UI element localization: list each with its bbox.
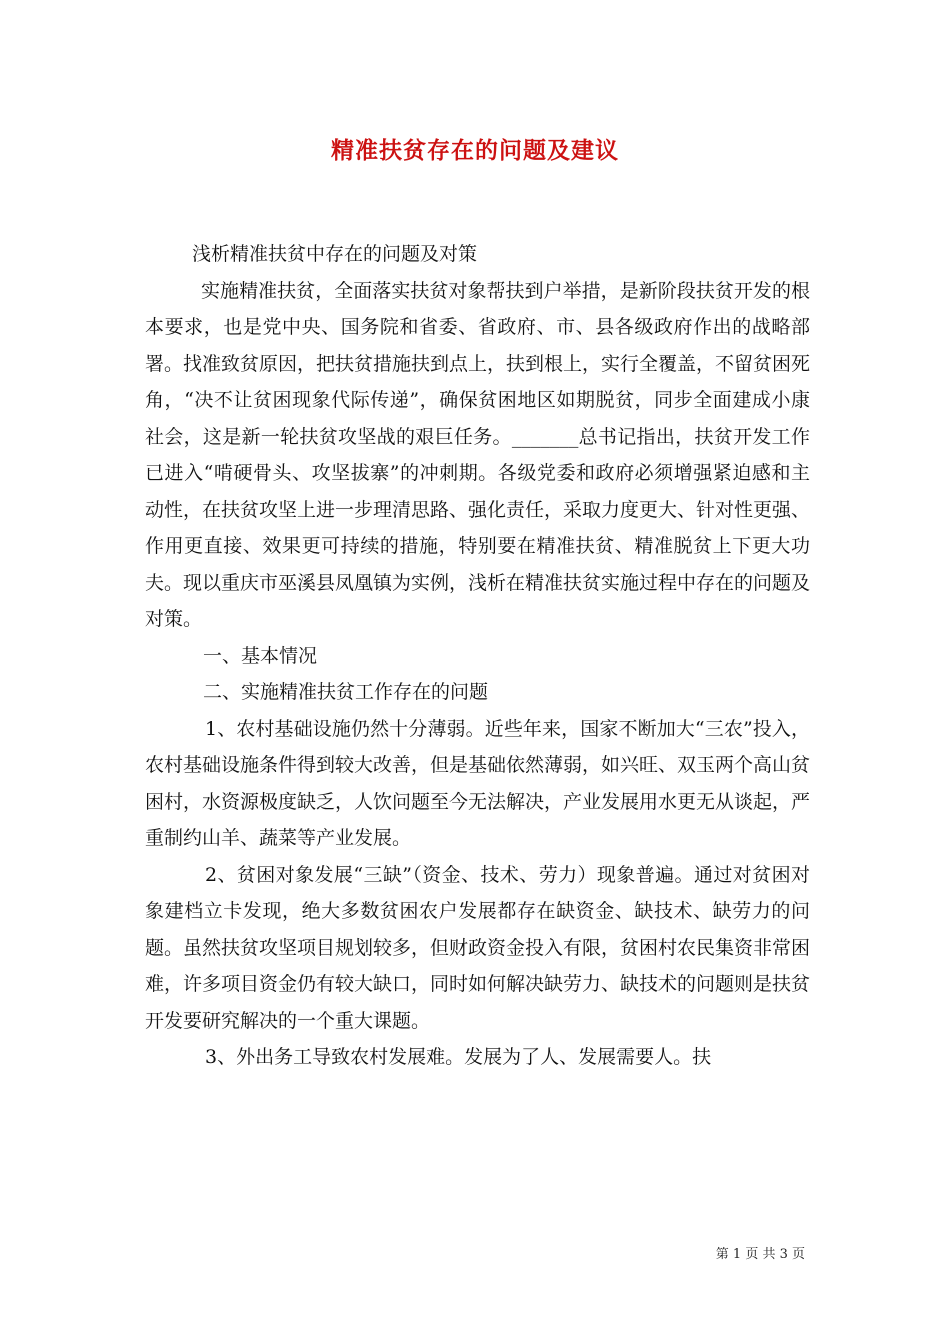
paragraph-problem-1: 1、农村基础设施仍然十分薄弱。近些年来，国家不断加大“三农”投入，农村基础设施条件得到较大改善，但是基础依然薄弱，如兴旺、双玉两个高山贫困村，水资源极度缺乏，人饮问题至今无法解决，产业发展用水更无从谈起，严重制约山羊、蔬菜等产业发展。	[145, 717, 811, 849]
paragraph-problem-2: 2、贫困对象发展“三缺”（资金、技术、劳力）现象普遍。通过对贫困对象建档立卡发现，绝大多数贫困农户发展都存在缺资金、缺技术、缺劳力的问题。虽然扶贫攻坚项目规划较多，但财政资金投入有限，贫困村农民集资非常困难，许多项目资金仍有较大缺口，同时如何解决缺劳力、缺技术的问题则是扶贫开发要研究解决的一个重大课题。	[145, 863, 811, 1032]
document-body	[145, 236, 810, 1076]
page-number: 第 1 页 共 3 页	[715, 1247, 805, 1262]
document-subtitle: 浅析精准扶贫中存在的问题及对策	[192, 243, 478, 265]
paragraph-intro: 实施精准扶贫，全面落实扶贫对象帮扶到户举措，是新阶段扶贫开发的根本要求，也是党中央、国务院和省委、省政府、市、县各级政府作出的战略部署。找准致贫原因，把扶贫措施扶到点上，扶到根上，实行全覆盖，不留贫困死角，“决不让贫困现象代际传递”，确保贫困地区如期脱贫，同步全面建成小康社会，这是新一轮扶贫攻坚战的艰巨任务。_______总书记指出，扶贫开发工作已进入“啃硬骨头、攻坚拔寨”的冲刺期。各级党委和政府必须增强紧迫感和主动性，在扶贫攻坚上进一步理清思路、强化责任，采取力度更大、针对性更强、作用更直接、效果更可持续的措施，特别要在精准扶贫、精准脱贫上下更大功夫。现以重庆市巫溪县凤凰镇为实例，浅析在精准扶贫实施过程中存在的问题及对策。	[145, 279, 811, 630]
section-heading-problems: 二、实施精准扶贫工作存在的问题	[203, 681, 489, 703]
section-heading-basic: 一、基本情况	[203, 644, 318, 667]
document-title: 精准扶贫存在的问题及建议	[331, 137, 619, 164]
paragraph-problem-3: 3、外出务工导致农村发展难。发展为了人、发展需要人。扶	[205, 1046, 712, 1068]
